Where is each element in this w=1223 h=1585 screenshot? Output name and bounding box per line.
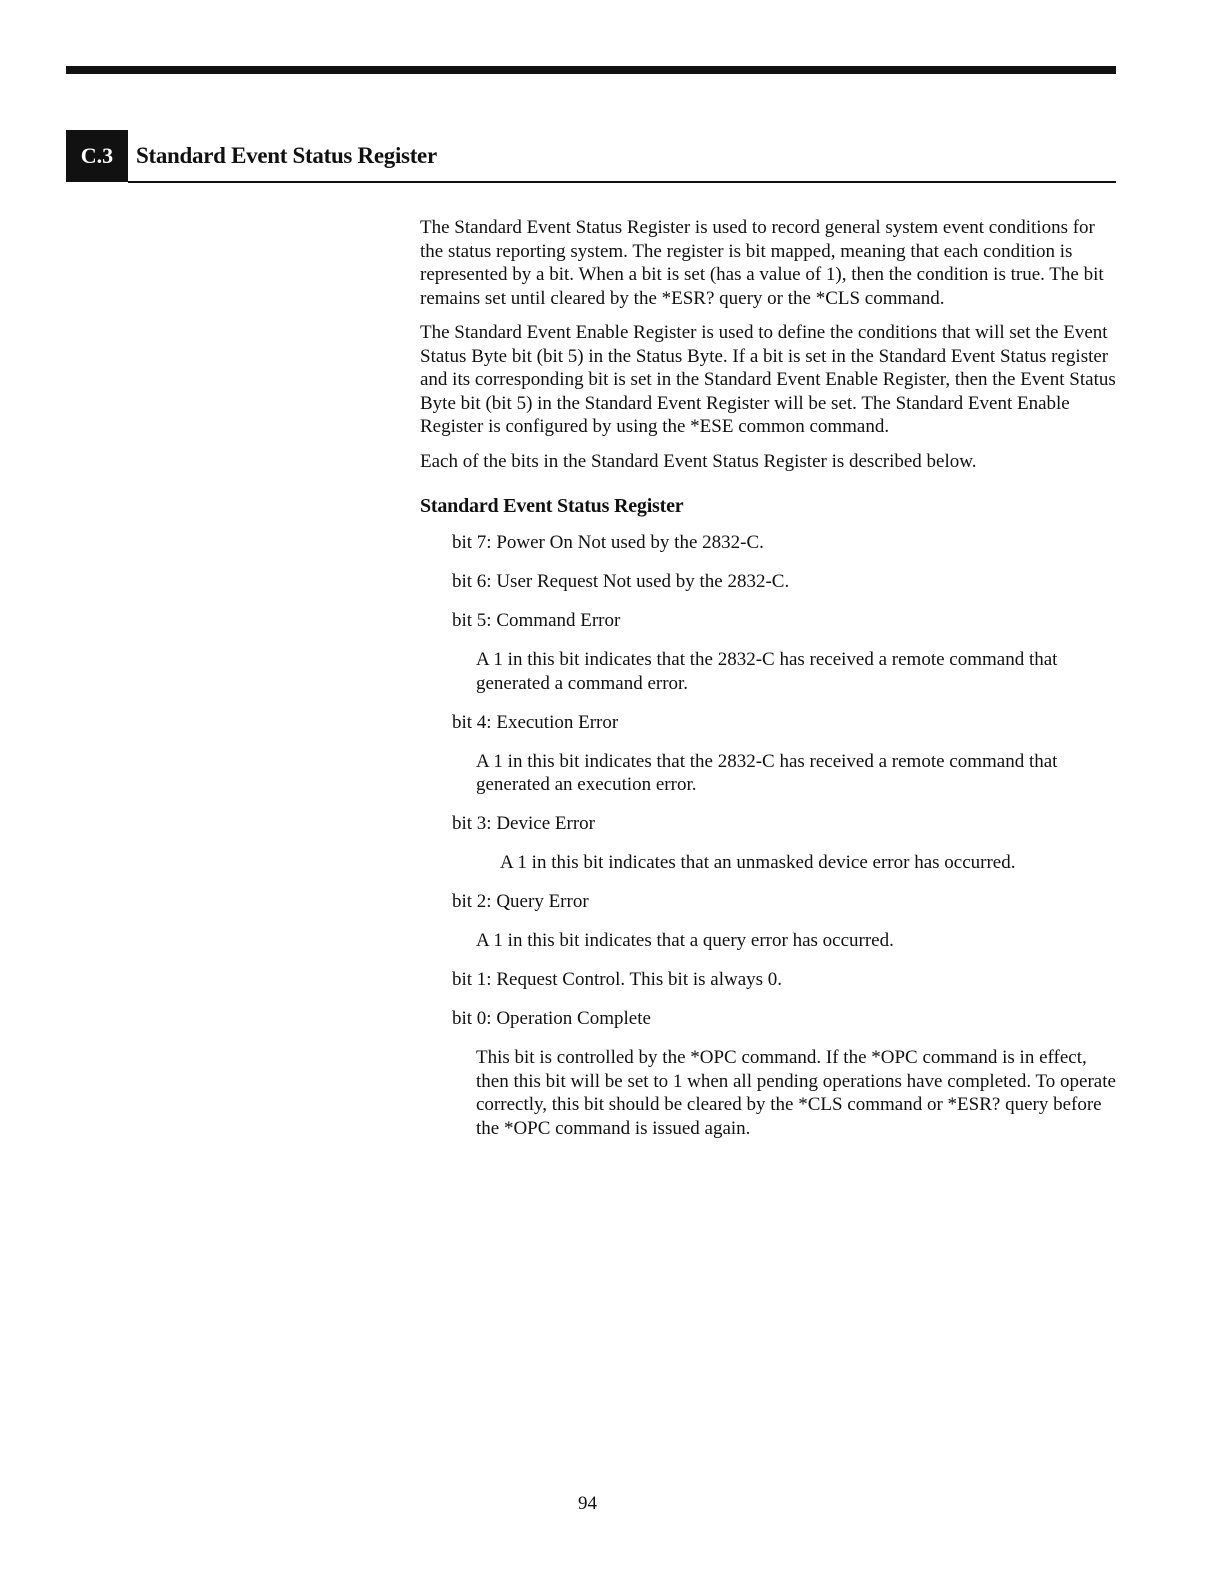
bit-7-label: bit 7: Power On Not used by the 2832-C. bbox=[452, 532, 764, 553]
bit-4-description: A 1 in this bit indicates that the 2832-C has received a remote command that generated an execution error. bbox=[476, 750, 1058, 795]
bit-2-description: A 1 in this bit indicates that a query error has occurred. bbox=[476, 930, 894, 951]
bit-2-label: bit 2: Query Error bbox=[452, 891, 589, 912]
bit-1-label: bit 1: Request Control. This bit is always 0. bbox=[452, 969, 783, 990]
bit-0-description: This bit is controlled by the *OPC command. If the *OPC command is in effect, then this bit will be set to 1 when all pending operations have completed. To operate correctly, this bit should be cleared by the *CLS command or *ESR? query before the *OPC command is issued again. bbox=[476, 1047, 1116, 1139]
bit-6-label: bit 6: User Request Not used by the 2832-C. bbox=[452, 571, 790, 592]
intro-paragraph-2: The Standard Event Enable Register is used to define the conditions that will set the Event Status Byte bit (bit 5) in the Status Byte. If a bit is set in the Standard Event Status register and its corresponding bit is set in the Standard Event Enable Register, then the Event Status Byte bit (bit 5) in the Standard Event Register will be set. The Standard Event Enable Register is configured by using the *ESE common command. bbox=[420, 322, 1116, 437]
bit-5-description: A 1 in this bit indicates that the 2832-C has received a remote command that generated a command error. bbox=[476, 649, 1058, 694]
bit-3-label: bit 3: Device Error bbox=[452, 813, 595, 834]
bit-4-label: bit 4: Execution Error bbox=[452, 711, 619, 733]
bit-5-label: bit 5: Command Error bbox=[452, 610, 621, 631]
register-subheading: Standard Event Status Register bbox=[420, 495, 684, 517]
body-content bbox=[420, 216, 1120, 1156]
intro-paragraph-3: Each of the bits in the Standard Event Status Register is described below. bbox=[420, 450, 977, 472]
bit-3-description: A 1 in this bit indicates that an unmasked device error has occurred. bbox=[500, 852, 1016, 873]
section-number-badge: C.3 bbox=[66, 130, 128, 182]
top-rule bbox=[66, 66, 1116, 74]
section-title: Standard Event Status Register bbox=[136, 143, 437, 168]
page-number: 94 bbox=[578, 1493, 597, 1514]
title-rule bbox=[128, 181, 1116, 183]
intro-paragraph-1: The Standard Event Status Register is used to record general system event conditions for the status reporting system. The register is bit mapped, meaning that each condition is represented by a bit. When a bit is set (has a value of 1), then the condition is true. The bit remains set until cleared by the *ESR? query or the *CLS command. bbox=[420, 217, 1104, 309]
bit-0-label: bit 0: Operation Complete bbox=[452, 1008, 651, 1029]
